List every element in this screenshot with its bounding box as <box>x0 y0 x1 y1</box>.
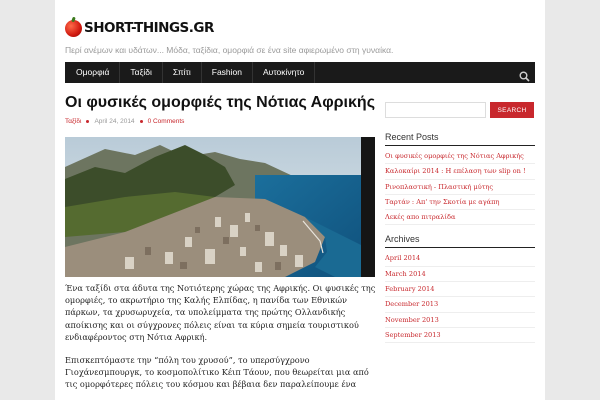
nav-item-car[interactable]: Αυτοκίνητο <box>253 62 315 83</box>
archive-link[interactable]: March 2014 <box>385 267 535 282</box>
recent-posts-list <box>385 149 535 225</box>
post-paragraph: Επισκεπτόμαστε την “πόλη του χρυσού”, το υπερσύγχρονο Γιοχάνεσμπουργκ, το κοσμοπολίτικο Κέιπ Τάουν, που θεωρείται μια από τις ομορφότερες πόλεις του κόσμου και βέβαια δεν παραλείπουμε ένα <box>65 355 369 390</box>
recent-post-link[interactable]: Λεκές απο πιτραλίδα <box>385 210 535 225</box>
archives-list <box>385 251 535 343</box>
site-tagline: Περί ανέμων και υδάτων... Μόδα, ταξίδια, ομορφιά σε ένα site αφιερωμένο στη γυναίκα. <box>65 45 394 55</box>
archive-link[interactable]: November 2013 <box>385 313 535 328</box>
recent-post-link[interactable]: Ρινοπλαστική - Πλαστική μύτης <box>385 180 535 195</box>
sidebar-search <box>385 102 535 118</box>
apple-icon <box>65 20 82 37</box>
archive-link[interactable]: February 2014 <box>385 282 535 297</box>
search-button[interactable]: SEARCH <box>490 102 534 118</box>
post-date: April 24, 2014 <box>94 118 135 125</box>
nav-item-travel[interactable]: Ταξίδι <box>120 62 163 83</box>
post-meta <box>65 118 184 125</box>
post-title[interactable]: Οι φυσικές ομορφιές της Νότιας Αφρικής <box>65 94 376 111</box>
nav-item-fashion[interactable]: Fashion <box>202 62 253 83</box>
main-nav <box>65 62 535 83</box>
search-icon[interactable] <box>519 67 530 78</box>
post-paragraph: Ένα ταξίδι στα άδυτα της Νοτιότερης χώρας της Αφρικής. Οι φυσικές της ομορφιές, το ακρωτήριο της Καλής Ελπίδας, η πανίδα των Εθνικών πάρκων, τα χρυσωρυχεία, τα υπολείμματα της πρώτης Ολλανδικής αποίκισης και οι σύγχρονες πόλεις είναι τα κύρια σημεία τουριστικού ενδιαφέροντος στη Νότια Αφρική. <box>65 283 376 342</box>
recent-posts-title: Recent Posts <box>385 132 535 146</box>
post-comments[interactable]: 0 Comments <box>147 118 185 125</box>
sidebar <box>385 102 535 343</box>
nav-item-home[interactable]: Σπίτι <box>163 62 202 83</box>
recent-post-link[interactable]: Οι φυσικές ομορφιές της Νότιας Αφρικής <box>385 149 535 164</box>
page-container <box>55 0 545 400</box>
meta-dot-icon <box>140 120 143 123</box>
recent-post-link[interactable]: Ταρτάν : Απ' την Σκοτία με αγάπη <box>385 195 535 210</box>
logo-text: SHORT-THINGS.GR <box>84 20 214 36</box>
search-input[interactable] <box>385 102 486 118</box>
nav-item-beauty[interactable]: Ομορφιά <box>65 62 120 83</box>
archive-link[interactable]: December 2013 <box>385 297 535 312</box>
post-body <box>65 282 377 400</box>
post-category[interactable]: Ταξίδι <box>65 118 82 125</box>
archive-link[interactable]: September 2013 <box>385 328 535 343</box>
recent-post-link[interactable]: Καλοκαίρι 2014 : Η επέλαση των slip on ! <box>385 164 535 179</box>
site-logo[interactable] <box>65 19 214 37</box>
archive-link[interactable]: April 2014 <box>385 251 535 266</box>
archives-title: Archives <box>385 234 535 248</box>
meta-dot-icon <box>86 120 89 123</box>
post-image <box>65 137 375 277</box>
